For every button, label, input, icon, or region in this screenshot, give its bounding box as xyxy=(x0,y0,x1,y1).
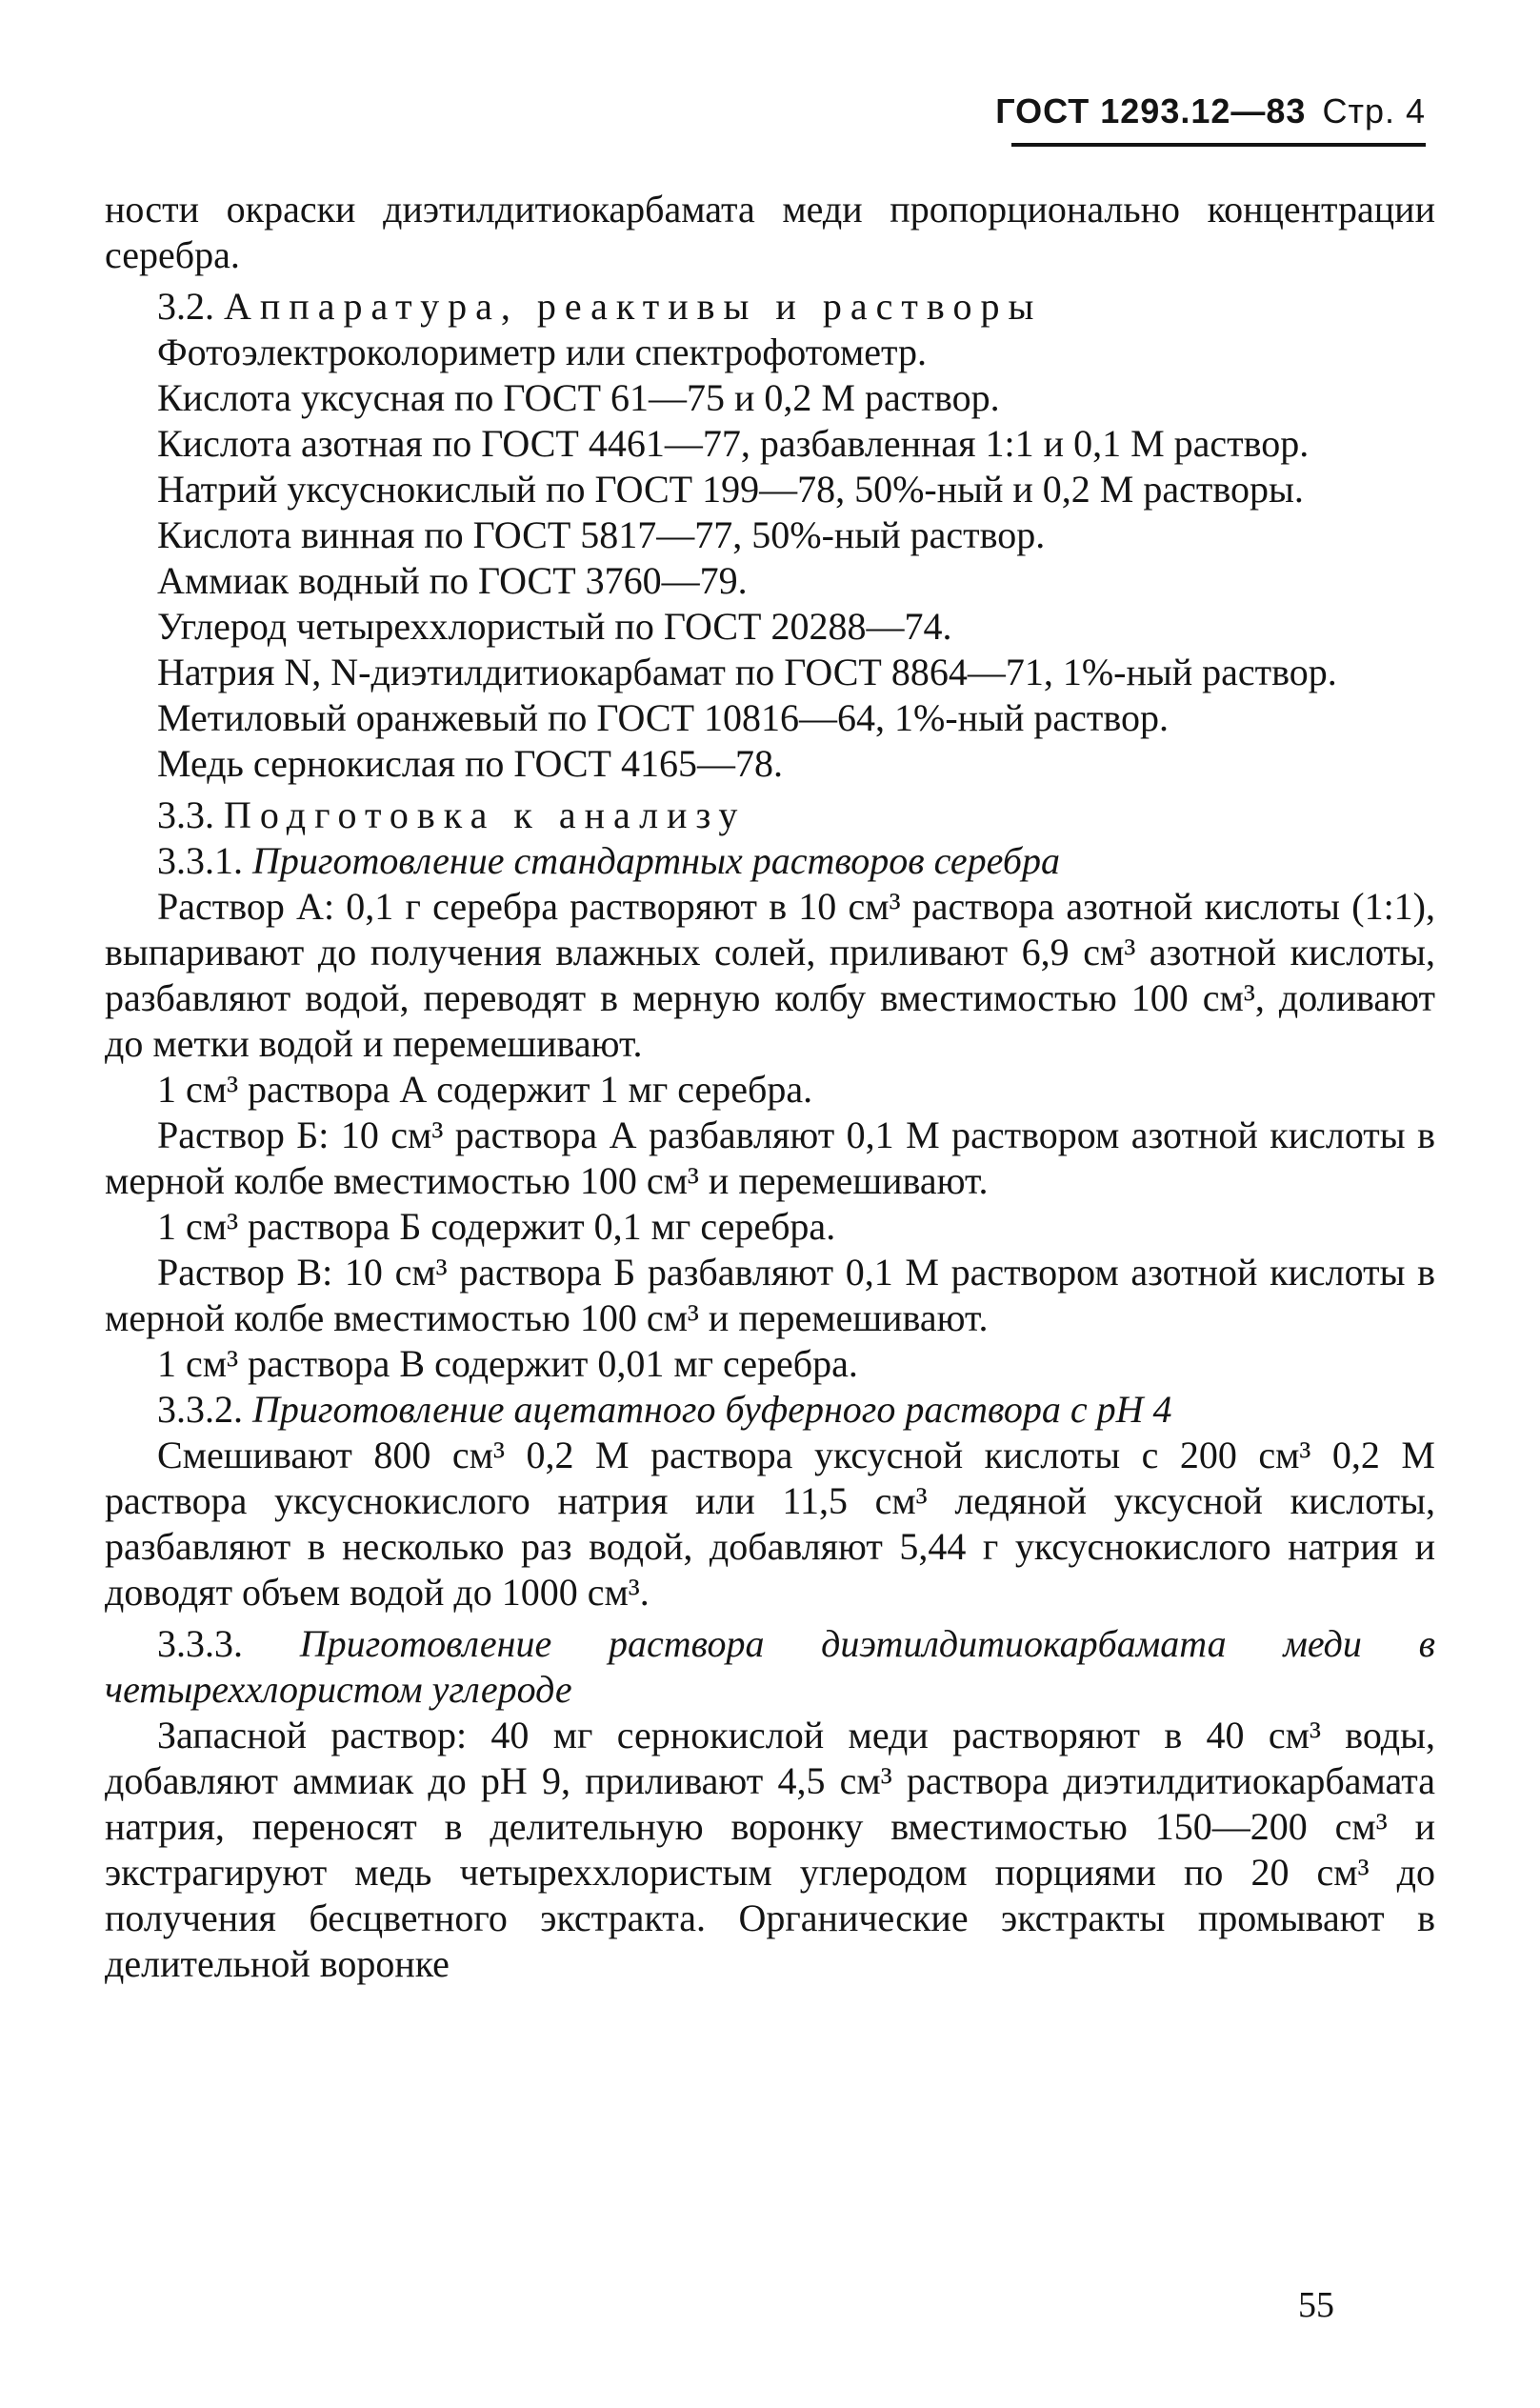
subsection-number: 3.3.2. xyxy=(157,1388,243,1431)
reagent-item: Кислота уксусная по ГОСТ 61—75 и 0,2 М раствор. xyxy=(157,376,1000,419)
section-title: Подготовка к анализу xyxy=(224,793,747,836)
section-3-2-heading xyxy=(105,284,1435,330)
subsection-3-3-1-heading xyxy=(105,838,1435,884)
page-number: 55 xyxy=(1298,2285,1334,2325)
solution-b-content: 1 см³ раствора Б содержит 0,1 мг серебра. xyxy=(157,1205,836,1248)
paragraph-continuation: ности окраски диэтилдитиокарбамата меди пропорционально концентрации серебра. xyxy=(105,188,1435,276)
body-text xyxy=(105,187,1435,1987)
reagent-item: Кислота азотная по ГОСТ 4461—77, разбавленная 1:1 и 0,1 М раствор. xyxy=(157,422,1310,465)
solution-b-paragraph: Раствор Б: 10 см³ раствора А разбавляют 0,1 М раствором азотной кислоты в мерной колбе вместимостью 100 см³ и перемешивают. xyxy=(105,1114,1435,1202)
section-3-3-heading xyxy=(105,793,1435,838)
page-header xyxy=(995,91,1426,131)
section-number: 3.2. xyxy=(157,285,214,328)
subsection-number: 3.3.3. xyxy=(157,1622,243,1665)
reagent-item: Фотоэлектроколориметр или спектрофотометр. xyxy=(157,331,928,373)
header-rule xyxy=(1011,143,1426,147)
solution-a-paragraph: Раствор А: 0,1 г серебра растворяют в 10 см³ раствора азотной кислоты (1:1), выпаривают до получения влажных солей, приливают 6,9 см³ азотной кислоты, разбавляют водой, переводят в мерную колбу вместимостью 100 см³, доливают до метки водой и перемешивают. xyxy=(105,885,1435,1065)
solution-a-content: 1 см³ раствора А содержит 1 мг серебра. xyxy=(157,1068,813,1111)
solution-v-paragraph: Раствор В: 10 см³ раствора Б разбавляют 0,1 М раствором азотной кислоты в мерной колбе вместимостью 100 см³ и перемешивают. xyxy=(105,1251,1435,1339)
stock-solution-paragraph: Запасной раствор: 40 мг сернокислой меди растворяют в 40 см³ воды, добавляют аммиак до рН 9, приливают 4,5 см³ раствора диэтилдитиокарбамата натрия, переносят в делительную воронку вместимостью 150—200 см³ и экстрагируют медь четыреххлористым углеродом порциями по 20 см³ до получения бесцветного экстракта. Органические экстракты промывают в делительной воронке xyxy=(105,1714,1435,1985)
subsection-3-3-3-heading xyxy=(105,1621,1435,1713)
subsection-title: Приготовление раствора диэтилдитиокарбамата меди в четыреххлористом углероде xyxy=(105,1622,1435,1711)
reagent-item: Метиловый оранжевый по ГОСТ 10816—64, 1%-ный раствор. xyxy=(157,696,1169,739)
page-reference: Стр. 4 xyxy=(1322,91,1426,130)
reagent-item: Натрия N, N-диэтилдитиокарбамат по ГОСТ 8864—71, 1%-ный раствор. xyxy=(157,651,1337,693)
reagent-item: Натрий уксуснокислый по ГОСТ 199—78, 50%-ный и 0,2 М растворы. xyxy=(157,468,1304,511)
reagent-item: Аммиак водный по ГОСТ 3760—79. xyxy=(157,559,748,602)
reagent-item: Углерод четыреххлористый по ГОСТ 20288—74. xyxy=(157,605,952,648)
subsection-3-3-2-heading xyxy=(105,1387,1435,1433)
buffer-paragraph: Смешивают 800 см³ 0,2 М раствора уксусной кислоты с 200 см³ 0,2 М раствора уксуснокислого натрия или 11,5 см³ ледяной уксусной кислоты, разбавляют в несколько раз водой, добавляют 5,44 г уксуснокислого натрия и доводят объем водой до 1000 см³. xyxy=(105,1434,1435,1614)
section-title: Аппаратура, реактивы и растворы xyxy=(224,285,1043,328)
solution-v-content: 1 см³ раствора В содержит 0,01 мг серебра. xyxy=(157,1342,858,1385)
reagent-item: Кислота винная по ГОСТ 5817—77, 50%-ный раствор. xyxy=(157,513,1046,556)
reagent-item: Медь сернокислая по ГОСТ 4165—78. xyxy=(157,742,783,785)
subsection-title: Приготовление ацетатного буферного раствора с рН 4 xyxy=(252,1388,1172,1431)
section-number: 3.3. xyxy=(157,793,214,836)
standard-number: ГОСТ 1293.12—83 xyxy=(995,91,1307,130)
subsection-number: 3.3.1. xyxy=(157,839,243,882)
subsection-title: Приготовление стандартных растворов серебра xyxy=(252,839,1060,882)
